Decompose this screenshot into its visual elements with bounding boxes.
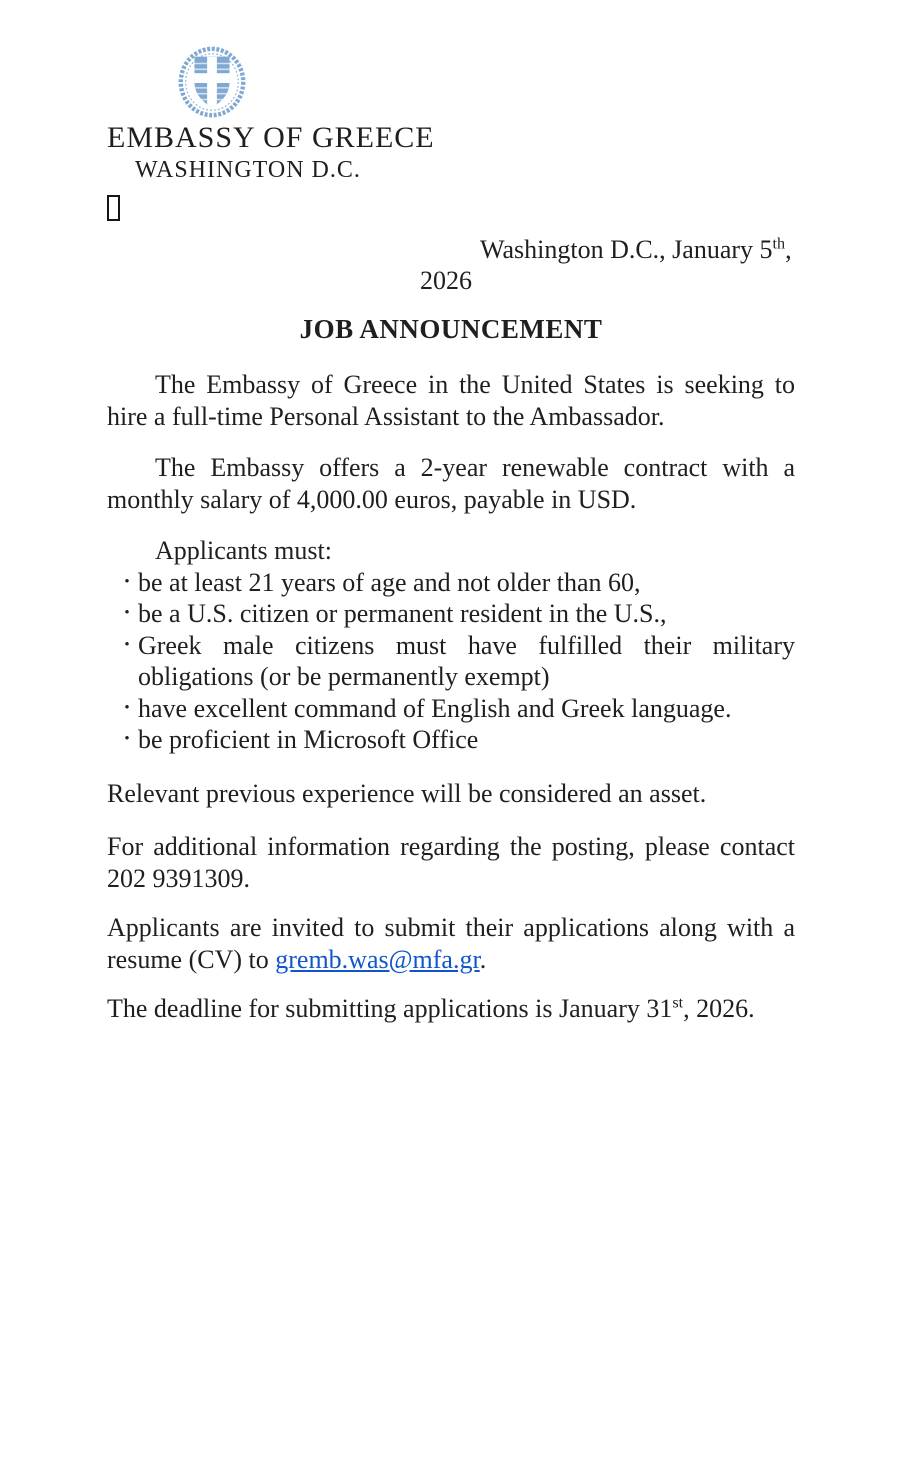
dateline-place-date: Washington D.C., January 5th, — [480, 235, 792, 264]
paragraph-contact: For additional information regarding the posting, please contact 202 9391309. — [107, 832, 795, 893]
list-item — [122, 630, 795, 693]
requirements-list — [107, 567, 795, 756]
bullet-icon: • — [124, 605, 130, 621]
bullet-icon: • — [124, 699, 130, 716]
list-item-text: be proficient in Microsoft Office — [138, 725, 479, 754]
list-item-text: be a U.S. citizen or permanent resident in the U.S., — [138, 599, 667, 628]
paragraph-apply: Applicants are invited to submit their applications along with a resume (CV) to gremb.was@mfa.gr. — [107, 913, 795, 974]
list-item — [122, 724, 795, 756]
list-item-text: have excellent command of English and Greek language. — [138, 693, 732, 723]
paragraph-deadline: The deadline for submitting applications is January 31st, 2026. — [107, 994, 755, 1023]
bullet-icon: • — [124, 731, 130, 747]
list-item — [122, 598, 795, 630]
email-link[interactable]: gremb.was@mfa.gr — [275, 944, 480, 974]
embassy-location: WASHINGTON D.C. — [135, 157, 361, 183]
date-ordinal-superscript: th — [772, 235, 786, 253]
dateline-year: 2026 — [420, 266, 472, 295]
list-item-text: Greek male citizens must have fulfilled their military obligations (or be permanently exempt) — [138, 630, 795, 691]
list-item-text: be at least 21 years of age and not older than 60, — [138, 567, 641, 597]
dateline — [107, 234, 795, 296]
deadline-ordinal-superscript: st — [672, 994, 684, 1012]
greek-coat-of-arms-icon — [173, 43, 251, 121]
bullet-icon: • — [124, 636, 130, 653]
paragraph-seeking: The Embassy of Greece in the United States is seeking to hire a full-time Personal Assistant to the Ambassador. — [107, 370, 795, 431]
document-title: JOB ANNOUNCEMENT — [299, 314, 603, 344]
bullet-icon: • — [124, 573, 130, 590]
requirements-intro: Applicants must: — [155, 536, 332, 565]
paragraph-experience: Relevant previous experience will be considered an asset. — [107, 778, 707, 808]
list-item — [122, 567, 795, 599]
embassy-name: EMBASSY OF GREECE — [107, 121, 435, 154]
list-item — [122, 693, 795, 725]
missing-glyph-box — [107, 195, 120, 221]
paragraph-contract: The Embassy offers a 2-year renewable contract with a monthly salary of 4,000.00 euros, payable in USD. — [107, 453, 795, 514]
